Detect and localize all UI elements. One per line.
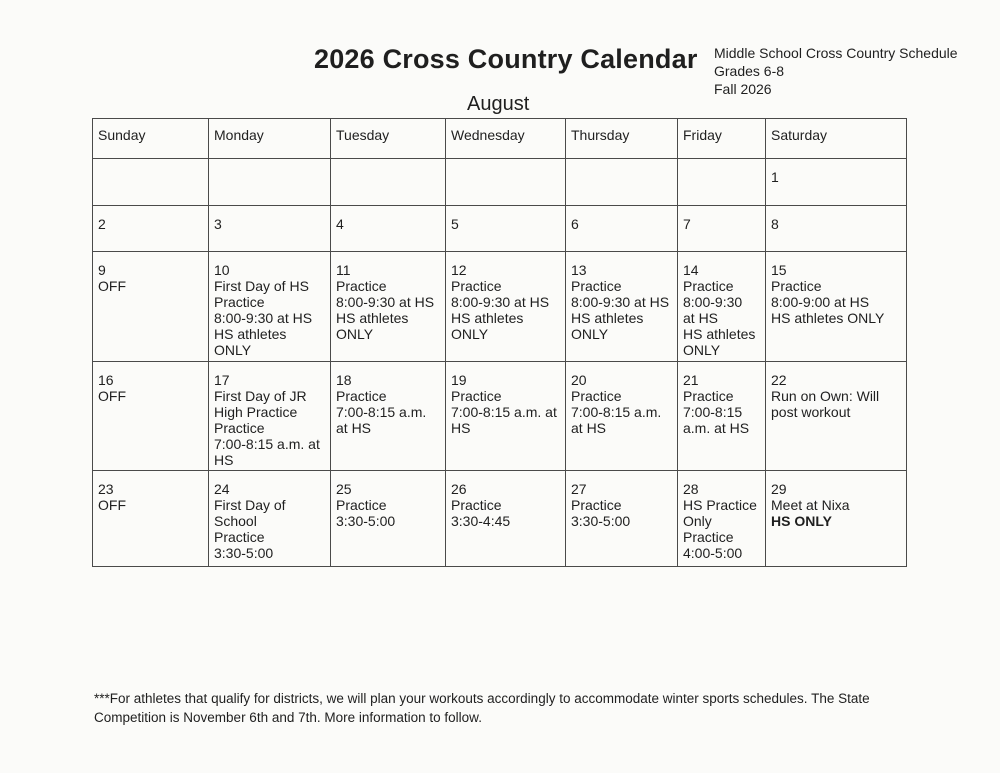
calendar-day-cell — [566, 471, 678, 567]
calendar-day-cell — [766, 159, 907, 206]
calendar-day-cell — [566, 206, 678, 252]
weekday-header: Sunday — [93, 119, 209, 159]
event-text: Practice — [336, 388, 387, 404]
event-text: Practice — [451, 497, 502, 513]
event-text: Practice — [571, 278, 622, 294]
event-text: Run on Own: Will — [771, 388, 880, 404]
event-text: Practice — [571, 388, 622, 404]
day-number: 4 — [336, 216, 344, 232]
event-text: High Practice — [214, 404, 298, 420]
calendar-day-cell — [446, 252, 566, 362]
weekday-header: Saturday — [766, 119, 907, 159]
calendar-day-cell — [331, 159, 446, 206]
day-number: 22 — [771, 372, 787, 388]
event-text: Practice — [214, 529, 265, 545]
event-text: 7:00-8:15 a.m. — [571, 404, 662, 420]
event-text: HS athletes ONLY — [771, 310, 885, 326]
day-number: 20 — [571, 372, 587, 388]
calendar-day-cell — [93, 362, 209, 471]
event-text: HS athletes — [451, 310, 524, 326]
event-text: OFF — [98, 278, 126, 294]
event-text: HS athletes — [571, 310, 644, 326]
schedule-note-line: Fall 2026 — [714, 81, 772, 97]
event-text: ONLY — [336, 326, 374, 342]
event-text: 7:00-8:15 — [683, 404, 743, 420]
calendar-day-cell — [93, 206, 209, 252]
calendar-grid — [92, 118, 907, 567]
event-text: ONLY — [571, 326, 609, 342]
event-text: Meet at Nixa — [771, 497, 850, 513]
day-number: 15 — [771, 262, 787, 278]
day-number: 25 — [336, 481, 352, 497]
event-text: OFF — [98, 388, 126, 404]
day-number: 23 — [98, 481, 114, 497]
event-text: Practice — [571, 497, 622, 513]
calendar-day-cell — [678, 206, 766, 252]
day-number: 16 — [98, 372, 114, 388]
event-text: 8:00-9:30 — [683, 294, 743, 310]
calendar-day-cell — [209, 159, 331, 206]
schedule-note-line: Middle School Cross Country Schedule — [714, 45, 958, 61]
calendar-day-cell — [93, 471, 209, 567]
day-number: 14 — [683, 262, 699, 278]
calendar-week-row — [93, 471, 907, 567]
footer-note-line: Competition is November 6th and 7th. More information to follow. — [94, 710, 482, 725]
day-number: 9 — [98, 262, 106, 278]
day-number: 8 — [771, 216, 779, 232]
footer-note — [94, 689, 914, 727]
event-text: Practice — [451, 388, 502, 404]
event-text: First Day of JR — [214, 388, 307, 404]
calendar-day-cell — [566, 159, 678, 206]
day-number: 18 — [336, 372, 352, 388]
day-number: 27 — [571, 481, 587, 497]
event-text: 8:00-9:30 at HS — [571, 294, 670, 310]
event-text: HS athletes — [336, 310, 409, 326]
calendar-day-cell — [93, 252, 209, 362]
weekday-header: Wednesday — [446, 119, 566, 159]
calendar-day-cell — [766, 471, 907, 567]
calendar-day-cell — [678, 471, 766, 567]
event-text: at HS — [336, 420, 372, 436]
day-number: 1 — [771, 169, 779, 185]
calendar-day-cell — [566, 362, 678, 471]
event-text: Practice — [683, 529, 734, 545]
weekday-header-row — [93, 119, 907, 159]
event-text: 7:00-8:15 a.m. — [336, 404, 427, 420]
calendar-day-cell — [766, 252, 907, 362]
day-number: 26 — [451, 481, 467, 497]
event-text: at HS — [683, 310, 719, 326]
day-number: 19 — [451, 372, 467, 388]
event-text: HS — [214, 452, 234, 468]
event-text: 8:00-9:30 at HS — [214, 310, 313, 326]
weekday-header: Tuesday — [331, 119, 446, 159]
event-text: First Day of — [214, 497, 286, 513]
calendar-week-row — [93, 206, 907, 252]
calendar-week-row — [93, 159, 907, 206]
calendar-day-cell — [446, 362, 566, 471]
weekday-header: Monday — [209, 119, 331, 159]
day-number: 2 — [98, 216, 106, 232]
event-text: Practice — [451, 278, 502, 294]
calendar-day-cell — [209, 471, 331, 567]
calendar-day-cell — [446, 159, 566, 206]
event-text: 7:00-8:15 a.m. at — [451, 404, 557, 420]
event-text: Practice — [683, 278, 734, 294]
calendar-day-cell — [209, 252, 331, 362]
day-number: 6 — [571, 216, 579, 232]
event-text: HS Practice — [683, 497, 757, 513]
event-text: 3:30-4:45 — [451, 513, 511, 529]
event-text: ONLY — [214, 342, 252, 358]
event-text: ONLY — [683, 342, 721, 358]
month-label: August — [467, 93, 530, 115]
event-text: Practice — [771, 278, 822, 294]
calendar-day-cell — [331, 471, 446, 567]
event-text: Practice — [683, 388, 734, 404]
calendar-day-cell — [331, 206, 446, 252]
event-text: HS ONLY — [771, 513, 832, 529]
event-text: 4:00-5:00 — [683, 545, 743, 561]
calendar-day-cell — [678, 159, 766, 206]
calendar-week-row — [93, 362, 907, 471]
event-text: Practice — [336, 278, 387, 294]
day-number: 24 — [214, 481, 230, 497]
event-text: 8:00-9:00 at HS — [771, 294, 870, 310]
schedule-note — [714, 44, 958, 98]
calendar-day-cell — [446, 206, 566, 252]
day-number: 10 — [214, 262, 230, 278]
day-number: 28 — [683, 481, 699, 497]
weekday-header: Friday — [678, 119, 766, 159]
calendar-day-cell — [766, 206, 907, 252]
calendar-day-cell — [566, 252, 678, 362]
schedule-note-line: Grades 6-8 — [714, 63, 785, 79]
day-number: 13 — [571, 262, 587, 278]
event-text: HS athletes — [214, 326, 287, 342]
calendar-day-cell — [446, 471, 566, 567]
calendar-day-cell — [766, 362, 907, 471]
event-text: Practice — [214, 420, 265, 436]
event-text: post workout — [771, 404, 851, 420]
calendar-day-cell — [209, 206, 331, 252]
footer-note-line: ***For athletes that qualify for districts, we will plan your workouts accordingly to accommodate winter sports schedules. The State — [94, 691, 870, 706]
event-text: Practice — [336, 497, 387, 513]
event-text: 3:30-5:00 — [571, 513, 631, 529]
calendar-day-cell — [93, 159, 209, 206]
day-number: 5 — [451, 216, 459, 232]
day-number: 3 — [214, 216, 222, 232]
event-text: Only — [683, 513, 712, 529]
event-text: 8:00-9:30 at HS — [451, 294, 550, 310]
event-text: 7:00-8:15 a.m. at — [214, 436, 320, 452]
day-number: 11 — [336, 262, 351, 278]
calendar-day-cell — [678, 252, 766, 362]
day-number: 7 — [683, 216, 691, 232]
event-text: Practice — [214, 294, 265, 310]
day-number: 21 — [683, 372, 699, 388]
event-text: First Day of HS — [214, 278, 309, 294]
event-text: School — [214, 513, 257, 529]
weekday-header: Thursday — [566, 119, 678, 159]
event-text: a.m. at HS — [683, 420, 750, 436]
calendar-day-cell — [678, 362, 766, 471]
calendar-day-cell — [331, 252, 446, 362]
day-number: 17 — [214, 372, 230, 388]
event-text: HS athletes — [683, 326, 756, 342]
event-text: HS — [451, 420, 471, 436]
day-number: 12 — [451, 262, 467, 278]
page-title: 2026 Cross Country Calendar — [314, 44, 698, 74]
event-text: OFF — [98, 497, 126, 513]
event-text: ONLY — [451, 326, 489, 342]
calendar-day-cell — [331, 362, 446, 471]
event-text: 3:30-5:00 — [214, 545, 274, 561]
calendar-week-row — [93, 252, 907, 362]
event-text: 8:00-9:30 at HS — [336, 294, 435, 310]
calendar-body — [93, 159, 907, 567]
day-number: 29 — [771, 481, 787, 497]
calendar-day-cell — [209, 362, 331, 471]
event-text: 3:30-5:00 — [336, 513, 396, 529]
event-text: at HS — [571, 420, 607, 436]
